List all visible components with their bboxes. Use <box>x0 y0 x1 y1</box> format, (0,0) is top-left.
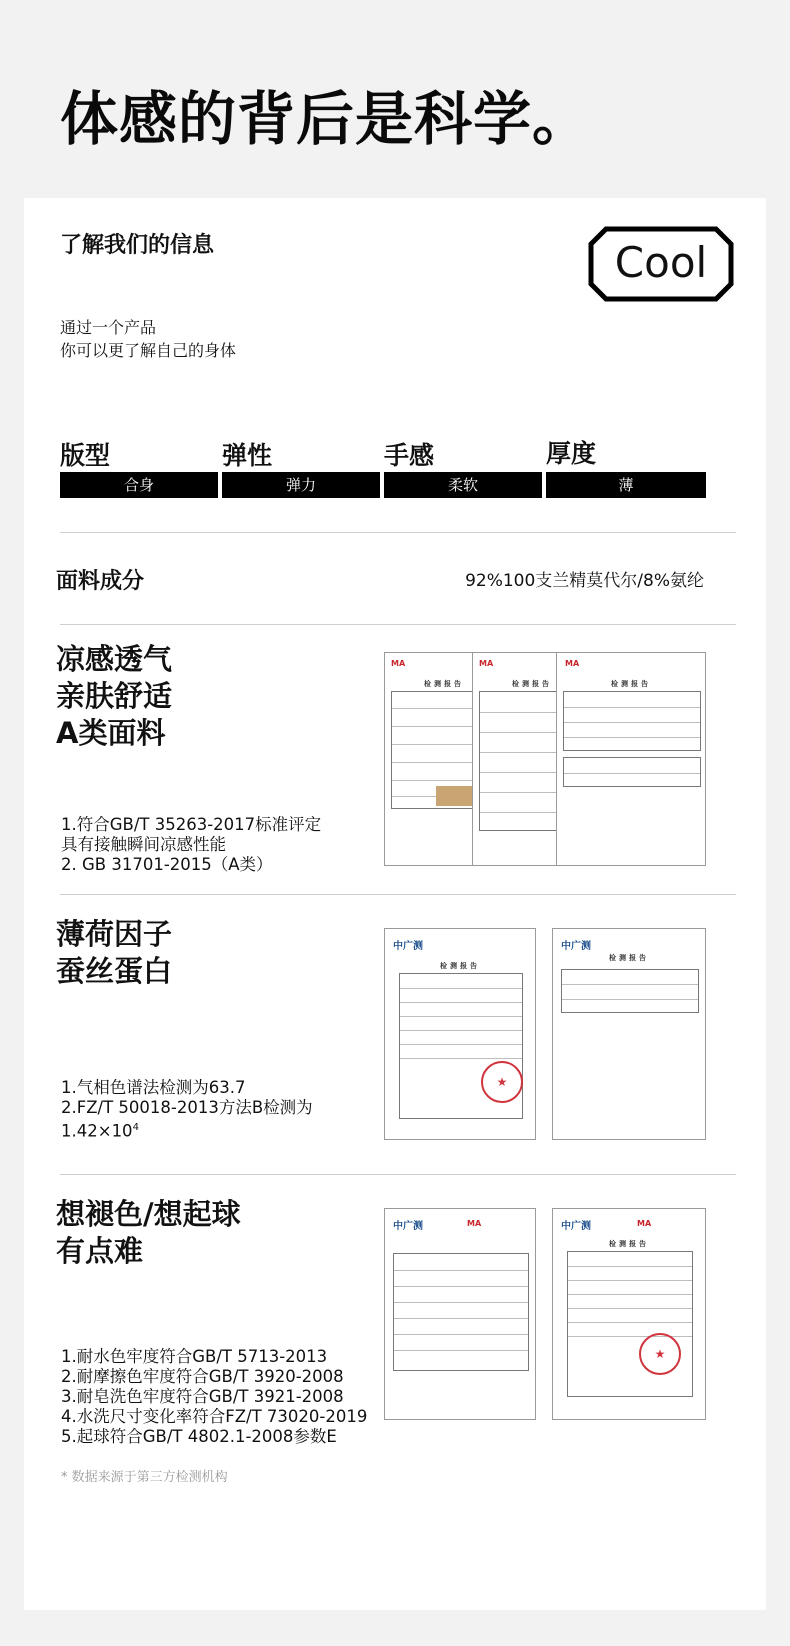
section3-note: 4.水洗尺寸变化率符合FZ/T 73020-2019 <box>61 1407 368 1426</box>
report-brand-mark: MA <box>565 659 580 668</box>
report-title: 检测报告 <box>609 954 649 962</box>
section2-title-line: 蚕丝蛋白 <box>56 954 173 988</box>
attr-bar-fit: 合身 <box>60 472 218 498</box>
attr-label-feel: 手感 <box>384 441 435 470</box>
attr-bar-thickness: 薄 <box>546 472 706 498</box>
cool-logo <box>588 226 734 302</box>
page-headline: 体感的背后是科学。 <box>60 85 592 153</box>
section1-title-line: 凉感透气 <box>56 642 173 676</box>
report-brand-mark: MA <box>637 1219 652 1228</box>
report-brand-mark: MA <box>467 1219 482 1228</box>
footnote: * 数据来源于第三方检测机构 <box>61 1470 228 1485</box>
report-title: 检测报告 <box>424 680 464 688</box>
report-brand-logo: 中广测 <box>561 1221 591 1232</box>
section3-note: 1.耐水色牢度符合GB/T 5713-2013 <box>61 1347 328 1366</box>
exponent: 4 <box>132 1122 139 1133</box>
section2-title-line: 薄荷因子 <box>56 917 173 951</box>
section2-note-exponent-line <box>61 1118 313 1142</box>
section1-title <box>56 641 172 752</box>
section1-title-line: A类面料 <box>56 716 166 750</box>
divider <box>60 532 736 533</box>
test-report-image <box>384 1208 536 1420</box>
test-report-image <box>556 652 706 866</box>
section1-notes <box>61 815 321 875</box>
report-brand-logo: 中广测 <box>561 941 591 952</box>
section1-report-stack <box>384 652 706 866</box>
section1-note: 1.符合GB/T 35263-2017标准评定 <box>61 815 322 834</box>
attr-bar-elasticity: 弹力 <box>222 472 380 498</box>
info-card <box>24 198 766 1610</box>
report-title: 检测报告 <box>512 680 552 688</box>
report-title: 检测报告 <box>609 1240 649 1248</box>
divider <box>60 894 736 895</box>
section3-note: 3.耐皂洗色牢度符合GB/T 3921-2008 <box>61 1387 344 1406</box>
section1-note: 2. GB 31701-2015（A类） <box>61 855 273 874</box>
attr-bar-feel: 柔软 <box>384 472 542 498</box>
attr-label-fit: 版型 <box>60 441 111 470</box>
report-brand-logo: 中广测 <box>393 1221 423 1232</box>
intro-line-2: 你可以更了解自己的身体 <box>60 341 237 360</box>
fabric-label: 面料成分 <box>56 569 145 594</box>
divider <box>60 1174 736 1175</box>
intro-line-1: 通过一个产品 <box>60 318 157 337</box>
section3-title <box>56 1196 241 1270</box>
test-report-image <box>552 1208 706 1420</box>
report-brand-mark: MA <box>479 659 494 668</box>
section1-note: 具有接触瞬间凉感性能 <box>61 835 226 854</box>
section2-title <box>56 916 172 990</box>
test-report-image <box>552 928 706 1140</box>
cool-logo-text: Cool <box>614 238 708 287</box>
divider <box>60 624 736 625</box>
section3-title-line: 有点难 <box>56 1234 144 1268</box>
attr-label-elasticity: 弹性 <box>222 441 273 470</box>
section2-notes <box>61 1078 313 1142</box>
section3-title-line: 想褪色/想起球 <box>56 1197 241 1231</box>
report-title: 检测报告 <box>440 962 480 970</box>
section3-note: 2.耐摩擦色牢度符合GB/T 3920-2008 <box>61 1367 344 1386</box>
section3-notes <box>61 1347 367 1447</box>
section2-note: 2.FZ/T 50018-2013方法B检测为 <box>61 1098 313 1117</box>
fabric-value: 92%100支兰精莫代尔/8%氨纶 <box>465 571 704 591</box>
section2-note: 1.42×10 <box>61 1121 133 1141</box>
report-brand-logo: 中广测 <box>393 941 423 952</box>
info-title: 了解我们的信息 <box>60 233 215 258</box>
section1-title-line: 亲肤舒适 <box>56 679 173 713</box>
section3-note: 5.起球符合GB/T 4802.1-2008参数E <box>61 1427 337 1446</box>
red-stamp-icon: ★ <box>639 1333 681 1375</box>
test-report-image <box>384 928 536 1140</box>
report-title: 检测报告 <box>611 680 651 688</box>
red-stamp-icon: ★ <box>481 1061 523 1103</box>
section2-note: 1.气相色谱法检测为63.7 <box>61 1078 246 1097</box>
attr-label-thickness: 厚度 <box>546 439 597 468</box>
report-brand-mark: MA <box>391 659 406 668</box>
